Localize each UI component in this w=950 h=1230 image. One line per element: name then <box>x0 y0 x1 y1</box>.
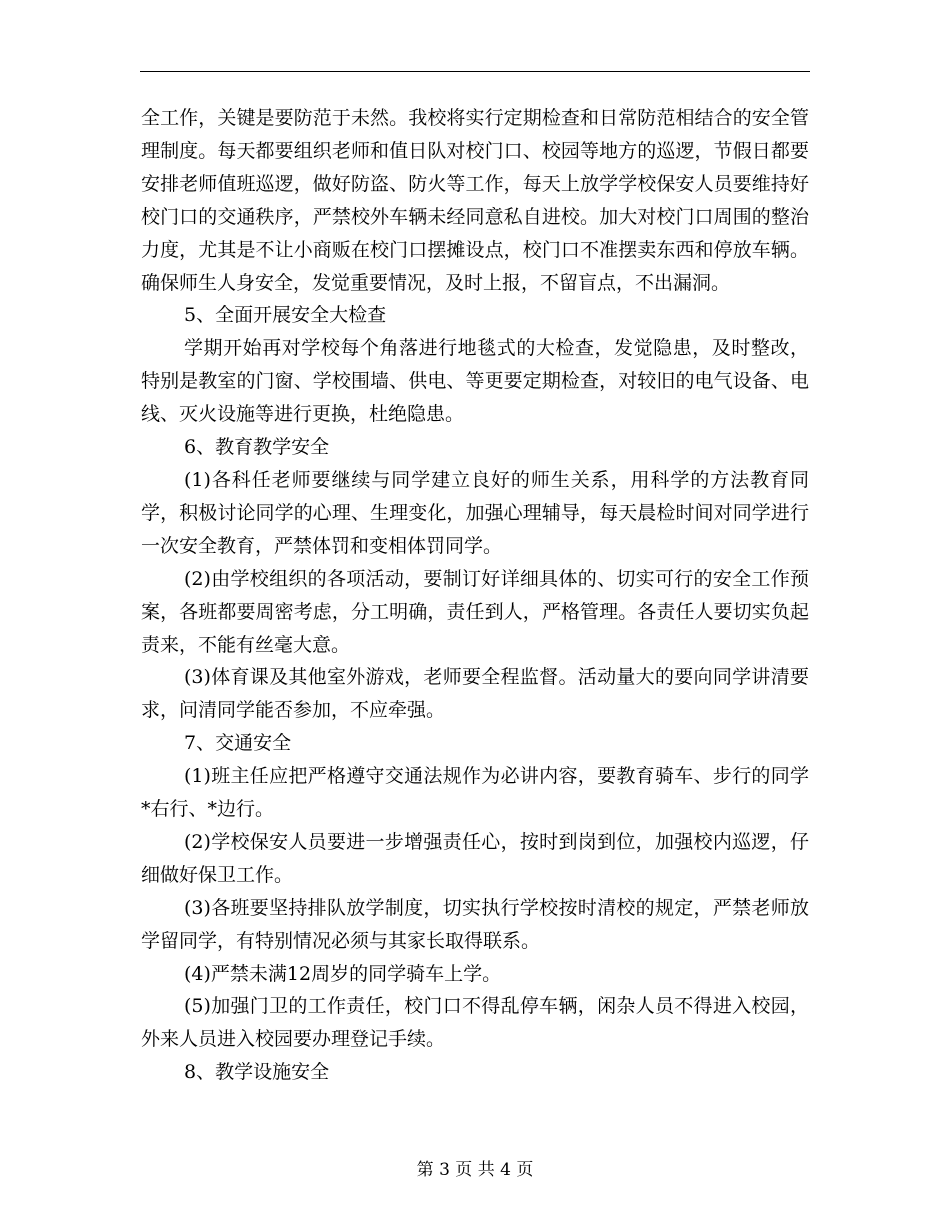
paragraph-teaching-3: (3)体育课及其他室外游戏，老师要全程监督。活动量大的要向同学讲清要求，问清同学能否参加，不应牵强。 <box>141 666 809 722</box>
document-body <box>141 102 809 1089</box>
paragraph-traffic-5: (5)加强门卫的工作责任，校门口不得乱停车辆，闲杂人员不得进入校园，外来人员进入校园要办理登记手续。 <box>141 995 809 1051</box>
page-number-footer: 第 3 页 共 4 页 <box>416 1160 534 1180</box>
header-rule <box>140 71 810 72</box>
paragraph-teaching-1: (1)各科任老师要继续与同学建立良好的师生关系，用科学的方法教育同学，积极讨论同学的心理、生理变化，加强心理辅导，每天晨检时间对同学进行一次安全教育，严禁体罚和变相体罚同学。 <box>141 468 809 557</box>
section-heading-6: 6、教育教学安全 <box>184 436 330 459</box>
paragraph-traffic-4: (4)严禁未满12周岁的同学骑车上学。 <box>184 962 502 985</box>
section-heading-8: 8、教学设施安全 <box>184 1061 330 1084</box>
paragraph-continuation: 全工作，关键是要防范于未然。我校将实行定期检查和日常防范相结合的安全管理制度。每天都要组织老师和值日队对校门口、校园等地方的巡逻，节假日都要安排老师值班巡逻，做好防盗、防火等工作，每天上放学学校保安人员要维持好校门口的交通秩序，严禁校外车辆未经同意私自进校。加大对校门口周围的整治力度，尤其是不让小商贩在校门口摆摊设点，校门口不准摆卖东西和停放车辆。确保师生人身安全，发觉重要情况，及时上报，不留盲点，不出漏洞。 <box>141 107 809 294</box>
section-heading-5: 5、全面开展安全大检查 <box>184 304 387 327</box>
section-heading-7: 7、交通安全 <box>184 732 292 755</box>
paragraph-teaching-2: (2)由学校组织的各项活动，要制订好详细具体的、切实可行的安全工作预案，各班都要周密考虑，分工明确，责任到人，严格管理。各责任人要切实负起责来，不能有丝毫大意。 <box>141 567 809 656</box>
paragraph-inspection: 学期开始再对学校每个角落进行地毯式的大检查，发觉隐患，及时整改，特别是教室的门窗、学校围墙、供电、等更要定期检查，对较旧的电气设备、电线、灭火设施等进行更换，杜绝隐患。 <box>141 337 809 426</box>
paragraph-traffic-1: (1)班主任应把严格遵守交通法规作为必讲内容，要教育骑车、步行的同学*右行、*边行。 <box>141 765 809 821</box>
paragraph-traffic-3: (3)各班要坚持排队放学制度，切实执行学校按时清校的规定，严禁老师放学留同学，有特别情况必须与其家长取得联系。 <box>141 896 809 952</box>
paragraph-traffic-2: (2)学校保安人员要进一步增强责任心，按时到岗到位，加强校内巡逻，仔细做好保卫工作。 <box>141 830 809 886</box>
